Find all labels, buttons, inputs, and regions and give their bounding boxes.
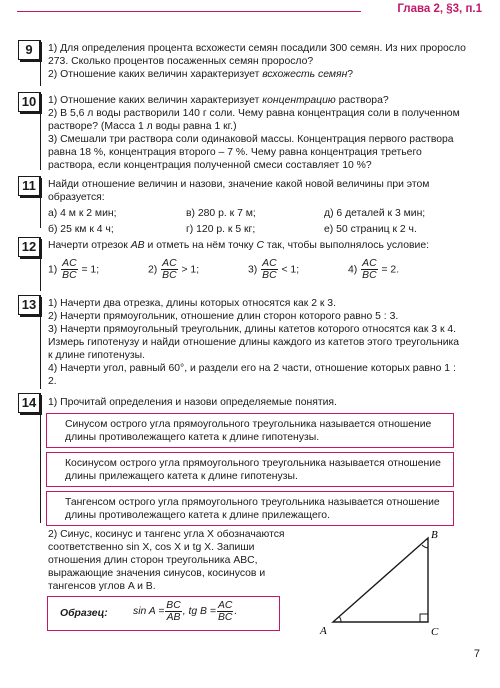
task-number-14: 14 [18,393,40,413]
angle-arc-a [340,617,342,622]
task-14-part-2 [48,528,296,593]
task-12-conditions [48,258,466,281]
task-11-text [48,178,466,236]
sample-label: Образец: [60,608,108,619]
vertex-label-c: C [431,626,439,638]
task-13-line-1: 1) Начерти два отрезка, длины которых относятся как 2 к 3. [48,298,336,309]
task-9-text [48,42,466,81]
definition-box-tangent [46,491,454,526]
task-13-line-4: 4) Начерти угол, равный 60°, и раздели его на 2 части, отношение которых равно 1 : 2. [48,363,456,387]
definition-sine: Синусом острого угла прямоугольного треугольника называется отношение длины противолежащего катета к длине гипотенузы. [65,419,432,443]
task-number-11: 11 [18,176,40,196]
definition-box-cosine [46,452,454,487]
task-14-line-1: 1) Прочитай определения и назови определяемые понятия. [48,397,337,408]
task-bar [40,295,41,389]
task-13-line-2: 2) Начерти прямоугольник, отношение длин сторон которого равно 5 : 3. [48,311,399,322]
angle-arc-b [422,545,428,548]
task-10-text [48,94,466,172]
definition-tangent: Тангенсом острого угла прямоугольного треугольника называется отношение длины противолежащего катета к длине прилежащего. [65,497,440,521]
task-number-9: 9 [18,40,40,60]
condition: 2) $\frac{AC}{BC}$ > 1; [148,258,200,281]
option: в) 280 р. к 7 м; [186,208,256,219]
task-10-line-2: 2) В 5,6 л воды растворили 140 г соли. Чему равна концентрация соли в полученном растворе? (Масса 1 л воды равна 1 кг.) [48,108,460,132]
condition: 3) $\frac{AC}{BC}$ < 1; [248,258,300,281]
condition: 1) $\frac{AC}{BC}$ = 1; [48,258,100,281]
task-14-intro [48,396,466,409]
task-number-13: 13 [18,295,40,315]
right-angle-mark [420,614,428,622]
task-bar [40,393,41,523]
option: г) 120 р. к 5 кг; [186,224,256,235]
task-10-line-1: 1) Отношение каких величин характеризует концентрацию раствора? [48,95,389,106]
sample-box [47,596,280,631]
option: б) 25 км к 4 ч; [48,224,114,235]
vertex-label-a: A [320,625,327,637]
definition-box-sine [46,413,454,448]
task-11-prompt: Найди отношение величин и назови, значение какой новой величины при этом образуется: [48,179,430,203]
task-9-line-2: 2) Отношение каких величин характеризует всхожесть семян? [48,69,354,80]
task-number-10: 10 [18,92,40,112]
task-bar [40,176,41,228]
task-14-line-2: 2) Синус, косинус и тангенс угла X обозначаются соответственно sin X, cos X и tg X. Запиши отношения длин сторон треугольника ABC, выражающие значения синусов, косинусов и тангенсов углов A и B. [48,529,285,592]
vertex-label-b: B [431,529,438,541]
task-number-12: 12 [18,237,40,257]
triangle-shape [333,538,428,622]
task-10-line-3: 3) Смешали три раствора соли одинаковой массы. Концентрация первого раствора равна 18 %, концентрация второго – 7 %. Чему равна концентрация третьего раствора, если концентрация полученной смеси составляет 10 %? [48,134,454,171]
option: д) 6 деталей к 3 мин; [324,208,426,219]
task-bar [40,40,41,86]
right-triangle-abc [310,526,460,641]
task-13-text [48,297,466,388]
chapter-header: Глава 2, §3, п.1 [397,3,482,15]
sample-formula: sin A = $\frac{BC}{AB}$ , tg B = $\frac{AC}{BC}$ . [133,600,238,623]
task-bar [40,237,41,291]
header-rule [17,11,361,12]
task-12-prompt: Начерти отрезок AB и отметь на нём точку C так, чтобы выполнялось условие: [48,240,430,251]
condition: 4) $\frac{AC}{BC}$ = 2. [348,258,400,281]
task-13-line-3: 3) Начерти прямоугольный треугольник, длины катетов которого относятся как 3 к 4. Измерь гипотенузу и найди отношение длины каждого из катетов этого треугольника к длине гипотенузы. [48,324,460,361]
option: е) 50 страниц к 2 ч. [324,224,417,235]
definition-cosine: Косинусом острого угла прямоугольного треугольника называется отношение длины прилежащего катета к длине гипотенузы. [65,458,441,482]
task-bar [40,92,41,170]
page-number: 7 [473,648,480,660]
task-11-options [48,207,466,236]
task-12-text [48,239,466,281]
option: а) 4 м к 2 мин; [48,208,117,219]
task-9-line-1: 1) Для определения процента всхожести семян посадили 300 семян. Из них проросло 273. Сколько процентов посаженных семян проросло? [48,43,466,67]
